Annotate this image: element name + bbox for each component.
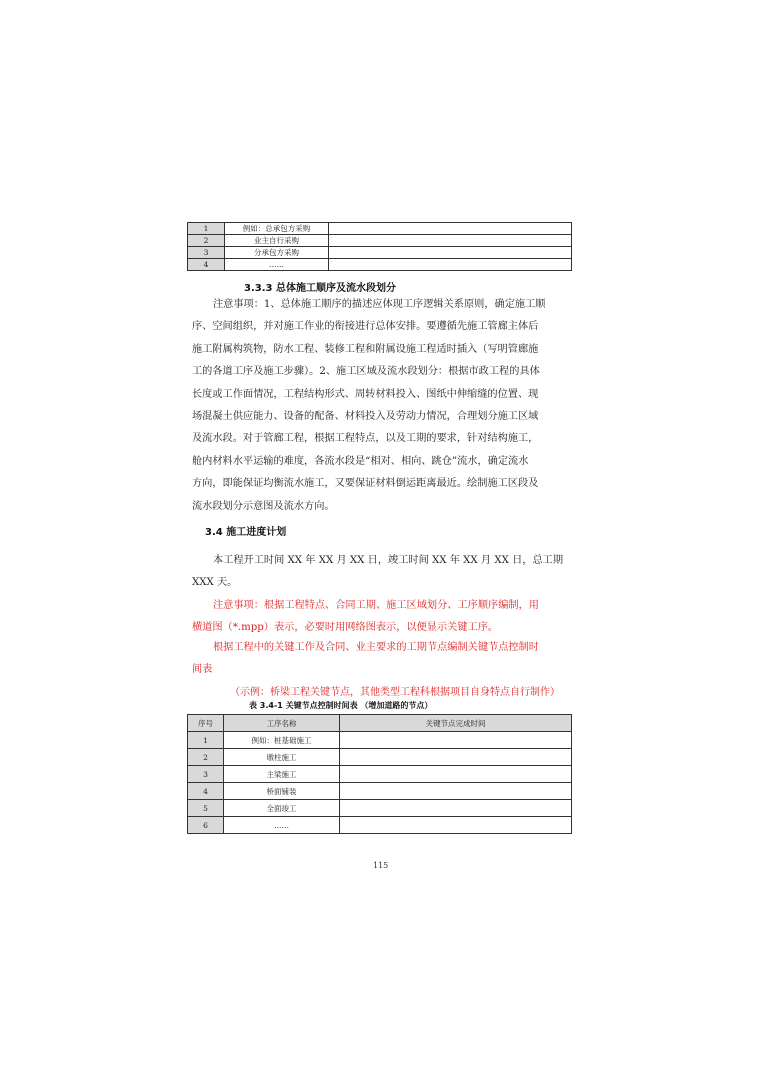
row-number: 3 [188,766,224,783]
example-note: （示例：桥梁工程关键节点，其他类型工程科根据项目自身特点自行制作） [230,687,560,698]
completion-time [340,800,572,817]
row-number: 2 [188,749,224,766]
paragraph-line: 注意事项：1、总体施工顺序的描述应体现工序逻辑关系原则，确定施工顺 [213,299,546,310]
table-row [188,766,572,783]
procurement-item: 业主自行采购 [225,235,329,247]
row-number: 6 [188,817,224,834]
table-row [188,800,572,817]
table-row [188,783,572,800]
construction-sequence-paragraph [192,294,570,518]
key-node-table [187,714,572,834]
table-row [188,732,572,749]
section-heading-3-3-3: 3.3.3 总体施工顺序及流水段划分 [244,283,396,294]
paragraph-line: 根据工程中的关键工作及合同、业主要求的工期节点编制关键节点控制时 [213,642,539,653]
paragraph-line: 序、空间组织，并对施工作业的衔接进行总体安排。要遵循先施工管廊主体后 [192,321,539,333]
row-number: 2 [188,235,225,247]
completion-time [340,749,572,766]
column-header-no: 序号 [188,715,224,732]
table-row [188,817,572,834]
paragraph-line: 横道图（*.mpp）表示，必要时用网络图表示，以便显示关键工序。 [192,622,499,634]
row-number: 4 [188,259,225,271]
procurement-item: 分承包方采购 [225,247,329,259]
column-header-time: 关键节点完成时间 [340,715,572,732]
paragraph-line: 本工程开工时间 XX 年 XX 月 XX 日，竣工时间 XX 年 XX 月 XX 日，总工期 [213,555,564,566]
paragraph-line: 方向，即能保证均衡流水施工，又要保证材料倒运距离最近。绘制施工区段及 [192,478,539,490]
paragraph-line: 施工附属构筑物，防水工程、装修工程和附属设施工程适时插入（写明管廊施 [192,343,539,355]
paragraph-line: 工的各道工序及施工步骤）。2、施工区域及流水段划分：根据市政工程的具体 [192,366,540,378]
row-number: 5 [188,800,224,817]
paragraph-line: 场混凝土供应能力、设备的配备、材料投入及劳动力情况，合理划分施工区域 [192,411,539,423]
page-number: 115 [373,861,389,870]
table-row [188,235,572,247]
row-number: 3 [188,247,225,259]
table-row [188,247,572,259]
task-name: 桥面铺装 [224,783,340,800]
table-row [188,223,572,235]
task-name: 主梁施工 [224,766,340,783]
section-heading-3-4: 3.4 施工进度计划 [205,527,287,538]
paragraph-line: 注意事项：根据工程特点、合同工期、施工区域划分、工序顺序编制，用 [213,600,539,611]
paragraph-line: XXX 天。 [192,577,238,589]
completion-time [340,817,572,834]
column-header-task: 工序名称 [224,715,340,732]
schedule-note-paragraph [192,595,570,640]
key-node-note-paragraph [192,637,570,682]
procurement-item: 例如：总承包方采购 [225,223,329,235]
completion-time [340,766,572,783]
task-name: 墩柱施工 [224,749,340,766]
procurement-value [329,259,572,271]
procurement-value [329,247,572,259]
table-row [188,749,572,766]
paragraph-line: 及流水段。对于管廊工程，根据工程特点，以及工期的要求，针对结构施工， [192,433,539,445]
procurement-value [329,235,572,247]
completion-time [340,732,572,749]
paragraph-line: 间表 [192,664,213,676]
procurement-value [329,223,572,235]
row-number: 1 [188,223,225,235]
paragraph-line: 流水段划分示意图及流水方向。 [192,500,335,512]
paragraph-line: 舱内材料水平运输的难度，各流水段是“相对、相向、跳仓”流水，确定流水 [192,455,529,467]
table-caption: 表 3.4-1 关键节点控制时间表 （增加道路的节点） [249,701,433,710]
task-name: 例如：桩基础施工 [224,732,340,749]
procurement-item: …… [225,259,329,271]
row-number: 1 [188,732,224,749]
completion-time [340,783,572,800]
table-header-row [188,715,572,732]
procurement-table [187,222,572,271]
task-name: 全面竣工 [224,800,340,817]
row-number: 4 [188,783,224,800]
schedule-paragraph [192,550,570,595]
table-row [188,259,572,271]
task-name: …… [224,817,340,834]
paragraph-line: 长度或工作面情况，工程结构形式、周转材料投入、图纸中伸缩缝的位置、现 [192,388,539,400]
